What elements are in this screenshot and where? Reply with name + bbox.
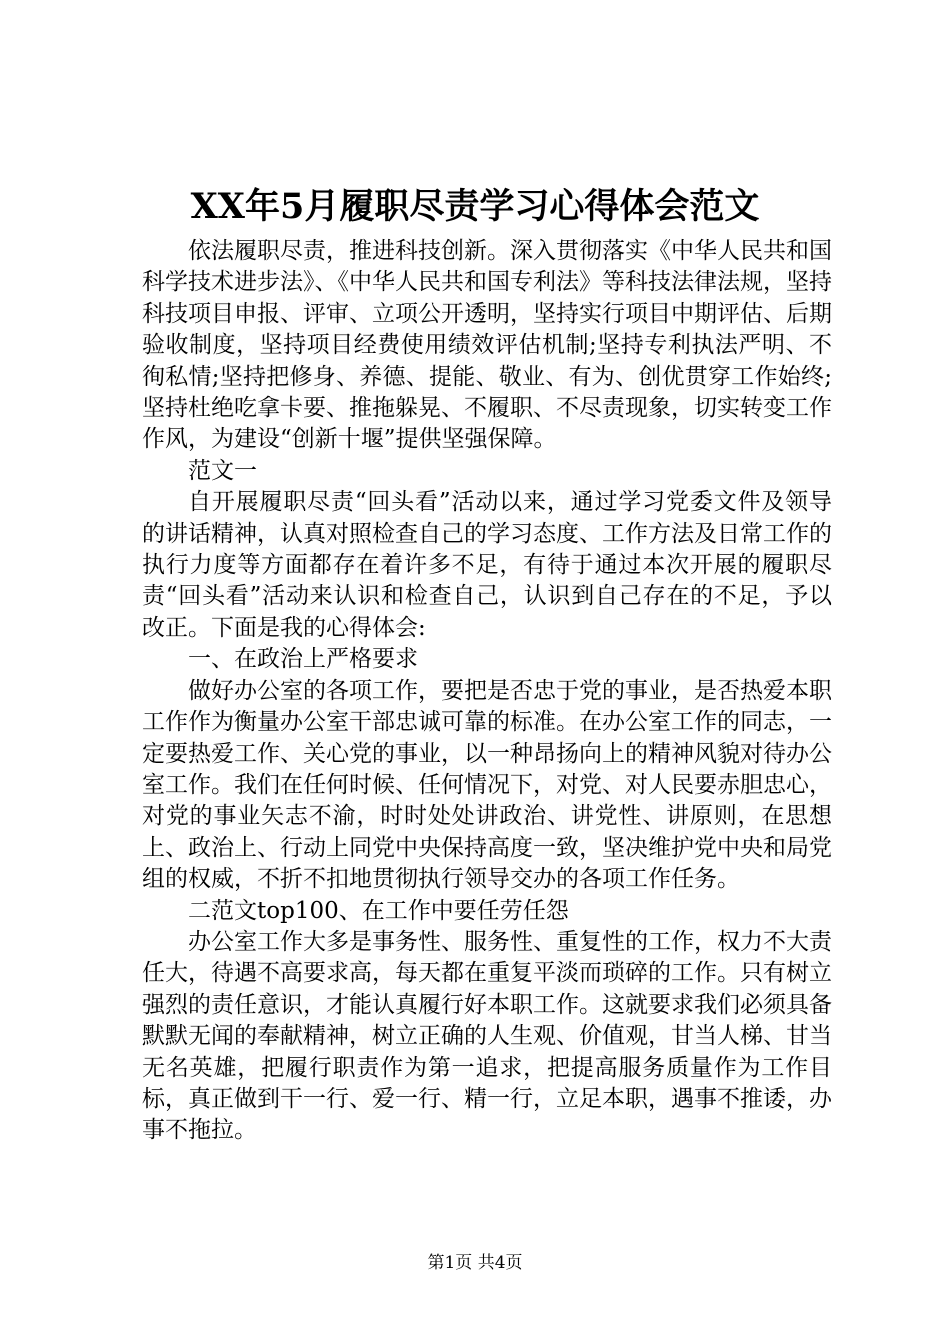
section-heading-politics: 一、在政治上严格要求 — [188, 646, 418, 673]
paragraph-intro: 依法履职尽责，推进科技创新。深入贯彻落实《中华人民共和国科学技术进步法》、《中华人民共和国专利法》等科技法律法规，坚持科技项目申报、评审、立项公开透明，坚持实行项目中期评估、后期验收制度，坚持项目经费使用绩效评估机制;坚持专利执法严明、不徇私情;坚持把修身、养德、提能、敬业、有为、创优贯穿工作始终;坚持杜绝吃拿卡要、推拖躲晃、不履职、不尽责现象，切实转变工作作风，为建设“创新十堰”提供坚强保障。 — [142, 238, 832, 453]
section-heading-sample-one: 范文一 — [188, 457, 257, 484]
document-body — [142, 236, 832, 1147]
paragraph-work: 办公室工作大多是事务性、服务性、重复性的工作，权力不大责任大，待遇不高要求高，每天都在重复平淡而琐碎的工作。只有树立强烈的责任意识，才能认真履行好本职工作。这就要求我们必须具备默默无闻的奉献精神，树立正确的人生观、价值观，甘当人梯、甘当无名英雄，把履行职责作为第一追求，把提高服务质量作为工作目标，真正做到干一行、爱一行、精一行，立足本职，遇事不推诿，办事不拖拉。 — [142, 928, 832, 1144]
section-heading-work: 二范文top100、在工作中要任劳任怨 — [188, 897, 569, 924]
document-title: XX年5月履职尽责学习心得体会范文 — [190, 186, 760, 227]
paragraph-politics: 做好办公室的各项工作，要把是否忠于党的事业，是否热爱本职工作作为衡量办公室干部忠诚可靠的标准。在办公室工作的同志，一定要热爱工作、关心党的事业，以一种昂扬向上的精神风貌对待办公室工作。我们在任何时候、任何情况下，对党、对人民要赤胆忠心，对党的事业矢志不渝，时时处处讲政治、讲党性、讲原则，在思想上、政治上、行动上同党中央保持高度一致，坚决维护党中央和局党组的权威，不折不扣地贯彻执行领导交办的各项工作任务。 — [142, 677, 832, 893]
page-indicator: 第1页 共4页 — [427, 1253, 523, 1273]
paragraph-sample-one: 自开展履职尽责“回头看”活动以来，通过学习党委文件及领导的讲话精神，认真对照检查自己的学习态度、工作方法及日常工作的执行力度等方面都存在着许多不足，有待于通过本次开展的履职尽责“回头看”活动来认识和检查自己，认识到自己存在的不足，予以改正。下面是我的心得体会: — [142, 489, 832, 641]
